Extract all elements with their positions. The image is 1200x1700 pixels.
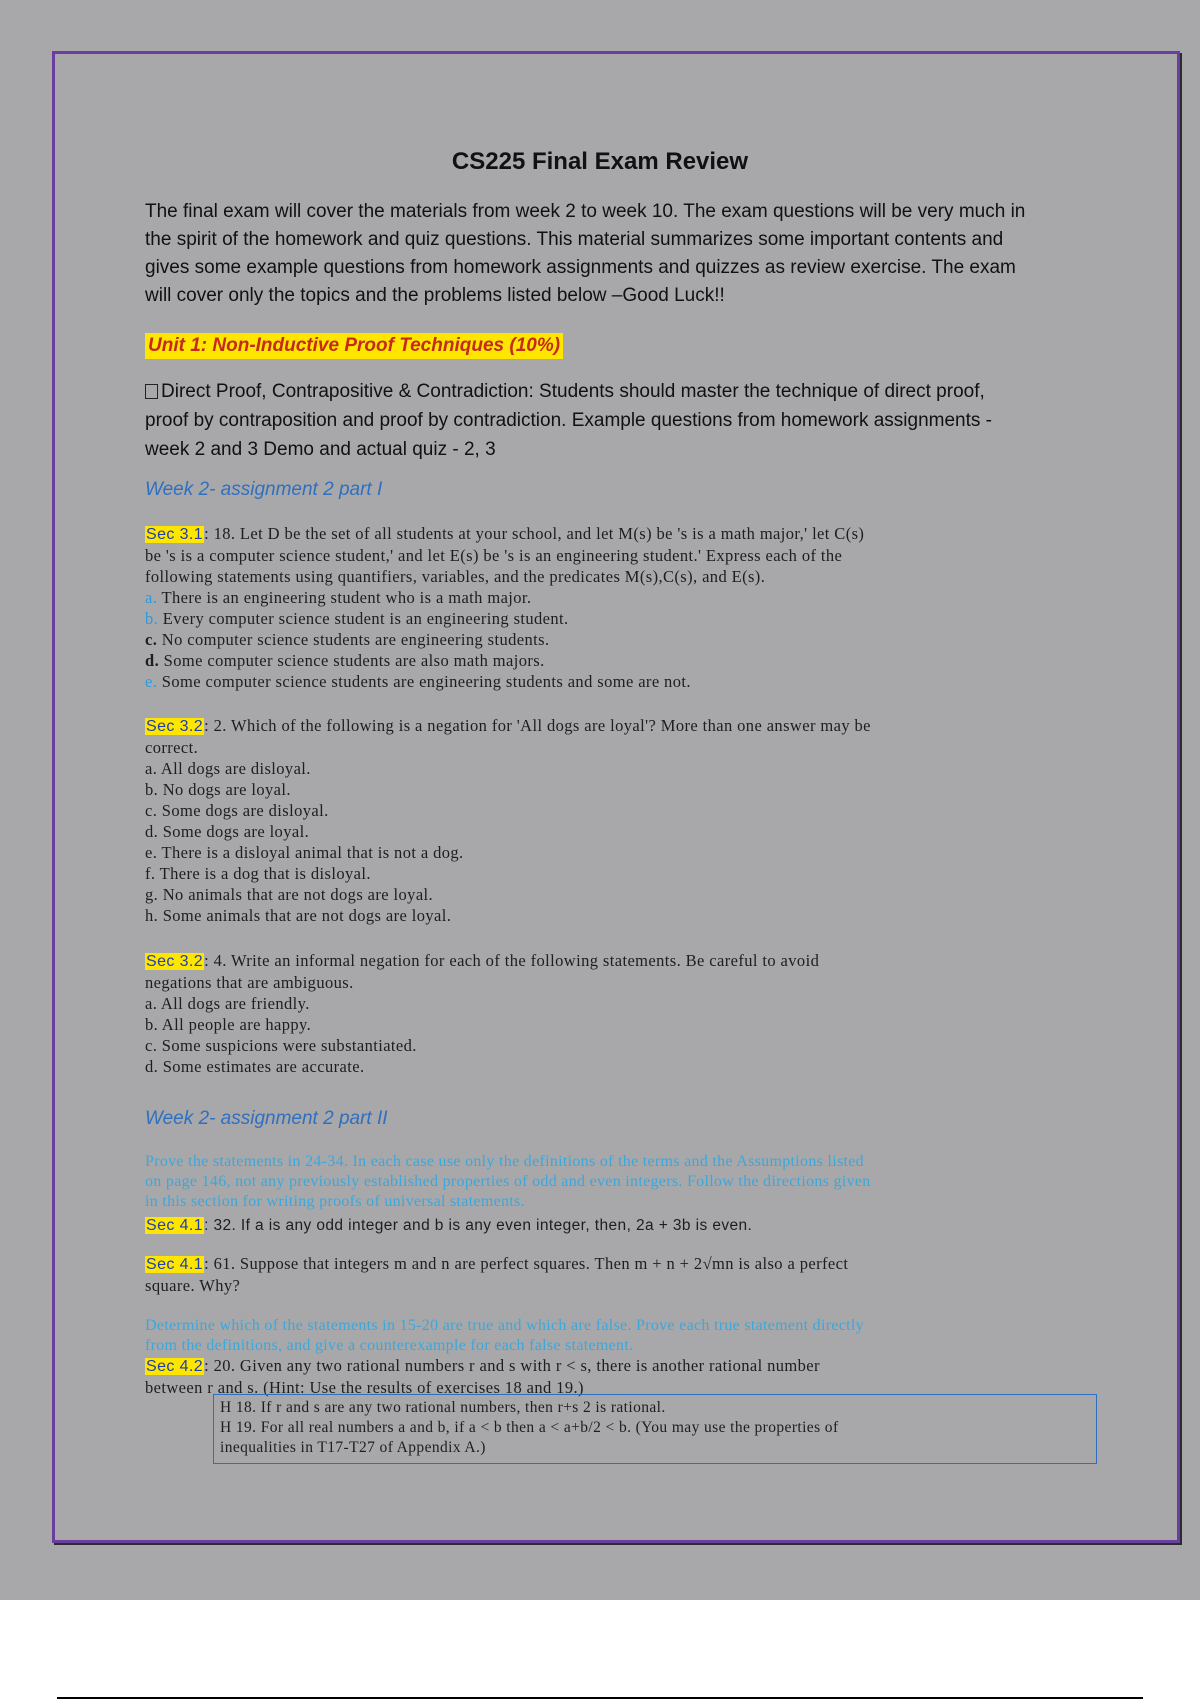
question-line: Sec 3.1: 18. Let D be the set of all students at your school, and let M(s) be 's is a math major,' let C(s)	[146, 524, 865, 543]
answer-item: b. No dogs are loyal.	[145, 780, 291, 799]
section-tag: Sec 3.2	[146, 953, 204, 970]
answer-item: a. There is an engineering student who is a math major.	[145, 588, 532, 607]
question-sec-4-1-odd-even: Sec 4.1: 32. If a is any odd integer and b is any even integer, then, 2a + 3b is even.	[146, 1217, 753, 1234]
topic-paragraph	[145, 377, 1085, 464]
answer-item: d. Some estimates are accurate.	[145, 1057, 365, 1076]
hint-line: inequalities in T17-T27 of Appendix A.)	[220, 1439, 486, 1456]
question-line: Sec 4.1: 61. Suppose that integers m and n are perfect squares. Then m + n + 2√mn is also a perfect	[146, 1254, 849, 1273]
section-tag: Sec 4.1	[146, 1217, 204, 1234]
determine-instructions	[145, 1316, 1085, 1356]
answer-item: g. No animals that are not dogs are loyal.	[145, 885, 434, 904]
question-line: between r and s. (Hint: Use the results of exercises 18 and 19.)	[145, 1378, 584, 1397]
section-tag: Sec 3.2	[146, 718, 204, 735]
answer-item: c. Some suspicions were substantiated.	[145, 1036, 417, 1055]
week-2-part-1-heading: Week 2- assignment 2 part I	[145, 479, 383, 500]
intro-line: The final exam will cover the materials from week 2 to week 10. The exam questions will be very much in	[145, 201, 1026, 222]
answer-item: c. No computer science students are engineering students.	[145, 630, 550, 649]
answer-item: a. All dogs are disloyal.	[145, 759, 311, 778]
question-sec-3-2-negation	[145, 715, 1085, 926]
prove-instructions	[145, 1152, 1085, 1212]
unit-1-heading: Unit 1: Non-Inductive Proof Techniques (10%)	[145, 333, 563, 359]
question-line: Sec 3.2: 2. Which of the following is a negation for 'All dogs are loyal'? More than one answer may be	[146, 716, 871, 735]
answer-item: h. Some animals that are not dogs are loyal.	[145, 906, 452, 925]
question-line: negations that are ambiguous.	[145, 973, 354, 992]
hint-line: H 19. For all real numbers a and b, if a < b then a < a+b/2 < b. (You may use the properties of	[220, 1419, 839, 1436]
bottom-rule	[57, 1697, 1143, 1699]
question-line: be 's is a computer science student,' and let E(s) be 's is an engineering student.' Express each of the	[145, 546, 843, 565]
intro-line: gives some example questions from homework assignments and quizzes as review exercise. The exam	[145, 257, 1016, 278]
answer-item: b. All people are happy.	[145, 1015, 312, 1034]
question-line: correct.	[145, 738, 199, 757]
question-line: Sec 4.2: 20. Given any two rational numbers r and s with r < s, there is another rational number	[146, 1356, 820, 1375]
document-title: CS225 Final Exam Review	[451, 148, 749, 175]
question-sec-3-2-informal	[145, 950, 1085, 1077]
instruction-line: from the definitions, and give a counterexample for each false statement.	[145, 1337, 634, 1354]
answer-item: c. Some dogs are disloyal.	[145, 801, 329, 820]
answer-item: d. Some dogs are loyal.	[145, 822, 310, 841]
answer-item: f. There is a dog that is disloyal.	[145, 864, 371, 883]
answer-item: a. All dogs are friendly.	[145, 994, 310, 1013]
answer-item: e. Some computer science students are engineering students and some are not.	[145, 672, 691, 691]
question-sec-4-1-squares	[145, 1253, 1085, 1296]
section-tag: Sec 4.1	[146, 1256, 204, 1273]
intro-paragraph	[145, 198, 1085, 310]
topic-line: week 2 and 3 Demo and actual quiz - 2, 3	[145, 439, 496, 460]
answer-item: d. Some computer science students are also math majors.	[145, 651, 545, 670]
bullet-box-icon	[145, 384, 158, 399]
instruction-line: Prove the statements in 24-34. In each case use only the definitions of the terms and the Assumptions listed	[145, 1153, 864, 1170]
topic-line: Direct Proof, Contrapositive & Contradiction: Students should master the technique of direct proof,	[145, 377, 1085, 406]
instruction-line: on page 146, not any previously established properties of odd and even integers. Follow the directions given	[145, 1173, 871, 1190]
instruction-line: Determine which of the statements in 15-20 are true and which are false. Prove each true statement directly	[145, 1317, 864, 1334]
question-line: following statements using quantifiers, variables, and the predicates M(s),C(s), and E(s).	[145, 567, 766, 586]
intro-line: will cover only the topics and the problems listed below –Good Luck!!	[145, 285, 725, 306]
hint-line: H 18. If r and s are any two rational numbers, then r+s 2 is rational.	[220, 1399, 666, 1416]
question-sec-4-2	[145, 1355, 1085, 1398]
answer-item: e. There is a disloyal animal that is not a dog.	[145, 843, 464, 862]
intro-line: the spirit of the homework and quiz questions. This material summarizes some important contents and	[145, 229, 1004, 250]
question-line: Sec 3.2: 4. Write an informal negation for each of the following statements. Be careful to avoid	[146, 951, 820, 970]
question-line: square. Why?	[145, 1276, 241, 1295]
answer-item: b. Every computer science student is an engineering student.	[145, 609, 569, 628]
hints-box	[213, 1394, 1097, 1464]
topic-line: proof by contraposition and proof by contradiction. Example questions from homework assignments -	[145, 410, 992, 431]
week-2-part-2-heading: Week 2- assignment 2 part II	[145, 1108, 388, 1129]
section-tag: Sec 3.1	[146, 526, 204, 543]
instruction-line: in this section for writing proofs of universal statements.	[145, 1193, 525, 1210]
question-sec-3-1	[145, 523, 1085, 692]
section-tag: Sec 4.2	[146, 1358, 204, 1375]
